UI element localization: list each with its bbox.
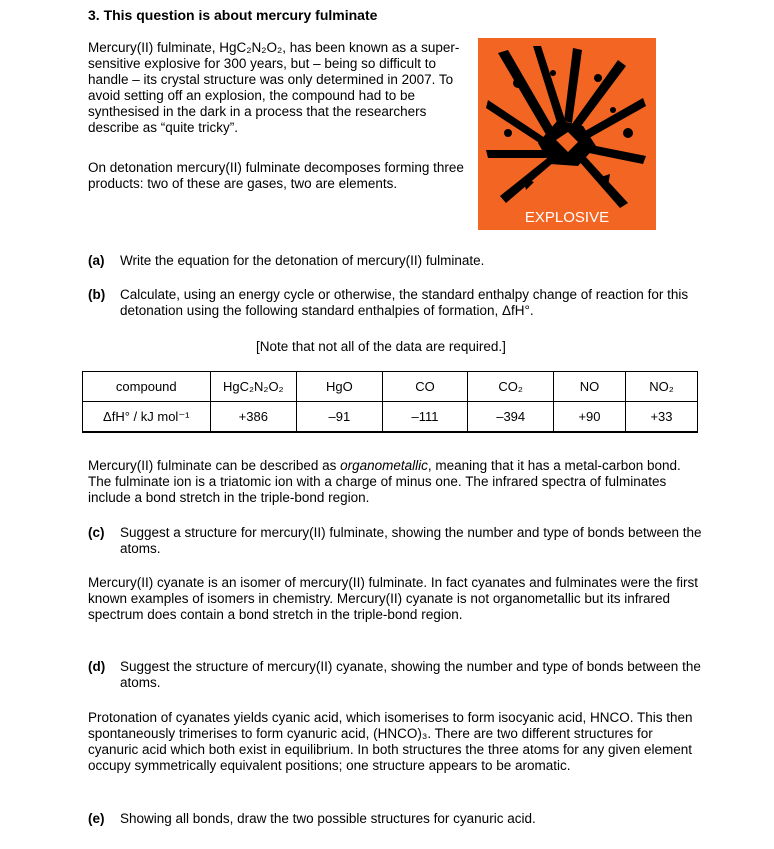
row-header-enthalpy: ΔfH° / kJ mol⁻¹ [83, 402, 211, 433]
part-a-text: Write the equation for the detonation of mercury(II) fulminate. [120, 253, 485, 268]
table-row [83, 372, 698, 402]
table-cell: +386 [210, 402, 296, 433]
table-cell: HgC₂N₂O₂ [210, 372, 296, 402]
part-a-label: (a) [88, 253, 105, 268]
row-header-compound: compound [83, 372, 211, 402]
part-e-text: Showing all bonds, draw the two possible structures for cyanuric acid. [120, 811, 536, 826]
data-note: [Note that not all of the data are required.] [256, 339, 506, 354]
table-cell: NO₂ [625, 372, 697, 402]
question-title: 3. This question is about mercury fulminate [88, 7, 378, 23]
part-b-label: (b) [88, 287, 106, 302]
table-cell: CO₂ [468, 372, 554, 402]
cyanate-paragraph: Mercury(II) cyanate is an isomer of mercury(II) fulminate. In fact cyanates and fulminates were the first known examples of isomers in chemistry. Mercury(II) cyanate is not organometallic but its infrared spectrum does contain a bond stretch in the triple-bond region. [88, 575, 698, 622]
table-cell: +33 [625, 402, 697, 433]
cyanuric-paragraph: Protonation of cyanates yields cyanic acid, which isomerises to form isocyanic acid, HNCO. This then spontaneously trimerises to form cyanuric acid, (HNCO)₃. There are two different structures for cyanuric acid which both exist in equilibrium. In both structures the three atoms for any given element occupy symmetrically equivalent positions; one structure appears to be aromatic. [88, 710, 693, 773]
table-cell: –111 [382, 402, 468, 433]
table-cell: –91 [297, 402, 383, 433]
fulminate-paragraph: Mercury(II) fulminate can be described as organometallic, meaning that it has a metal-carbon bond. The fulminate ion is a triatomic ion with a charge of minus one. The infrared spectra of fulminates include a bond stretch in the triple-bond region. [88, 458, 681, 505]
table-cell: HgO [297, 372, 383, 402]
explosive-hazard-icon [478, 38, 656, 230]
table-row [83, 402, 698, 433]
part-c-label: (c) [88, 525, 105, 540]
explosive-label: EXPLOSIVE [524, 209, 610, 226]
detonation-paragraph: On detonation mercury(II) fulminate decomposes forming three products: two of these are gases, two are elements. [88, 160, 464, 191]
table-cell: +90 [554, 402, 626, 433]
table-cell: NO [554, 372, 626, 402]
part-d-label: (d) [88, 659, 106, 674]
part-e-label: (e) [88, 811, 105, 826]
table-cell: CO [382, 372, 468, 402]
part-b-text: Calculate, using an energy cycle or otherwise, the standard enthalpy change of reaction for this detonation using the following standard enthalpies of formation, ΔfH°. [120, 287, 689, 318]
organometallic-term: organometallic [340, 458, 428, 473]
intro-paragraph: Mercury(II) fulminate, HgC₂N₂O₂, has been known as a super-sensitive explosive for 300 years, but – being so difficult to handle – its crystal structure was only determined in 2007. To avoid setting off an explosion, the compound had to be synthesised in the dark in a process that the researchers describe as “quite tricky”. [88, 40, 460, 135]
enthalpy-table [82, 371, 698, 433]
part-d-text: Suggest the structure of mercury(II) cyanate, showing the number and type of bonds between the atoms. [120, 659, 701, 690]
table-cell: –394 [468, 402, 554, 433]
part-c-text: Suggest a structure for mercury(II) fulminate, showing the number and type of bonds between the atoms. [120, 525, 702, 556]
